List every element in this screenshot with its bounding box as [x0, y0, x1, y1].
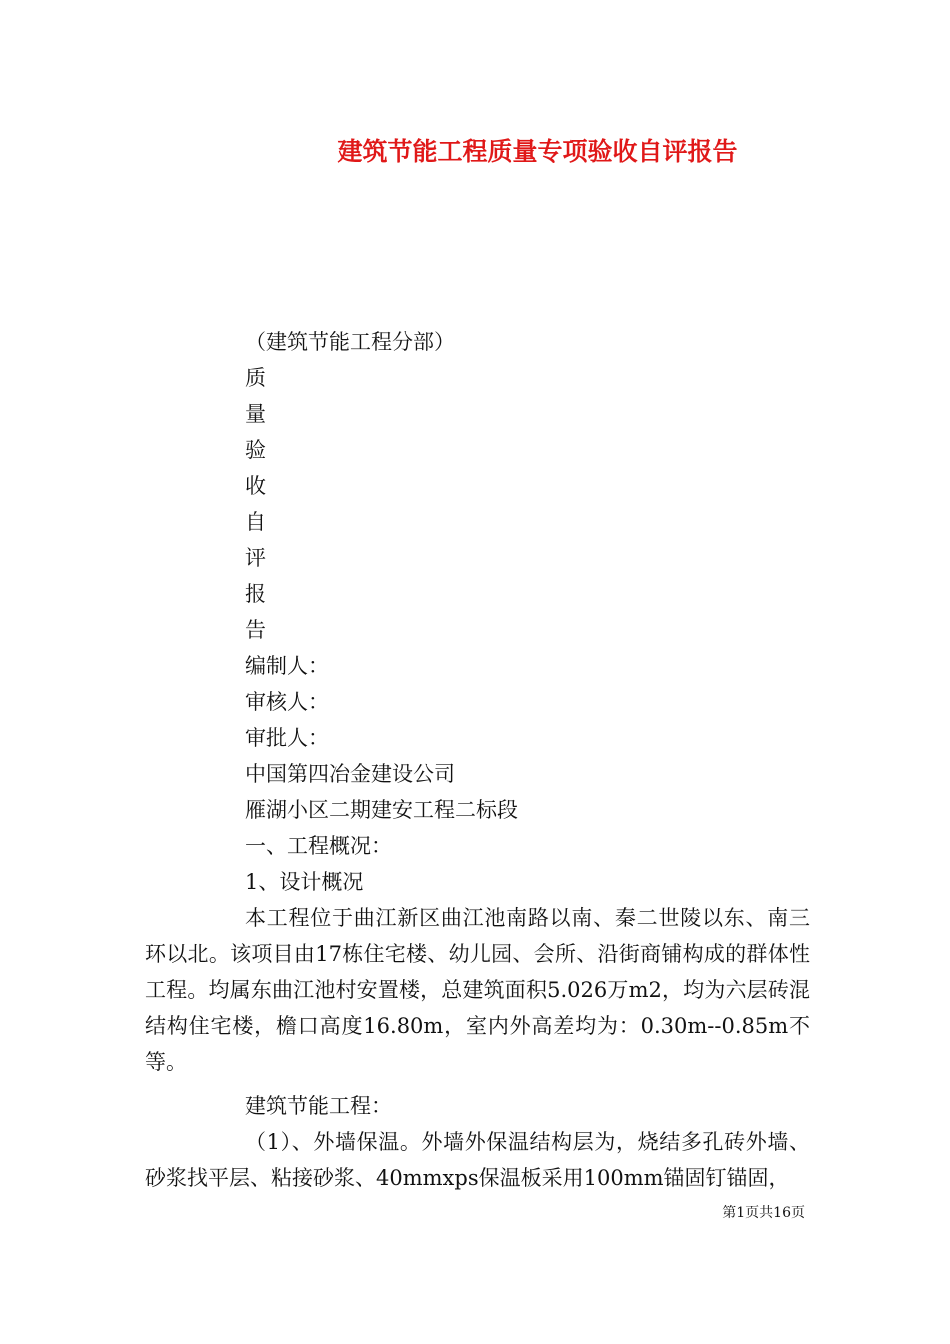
project-section: 雁湖小区二期建安工程二标段 [245, 798, 518, 822]
energy-saving-heading: 建筑节能工程： [245, 1094, 392, 1118]
cover-line: 收 [245, 474, 266, 498]
company-name: 中国第四冶金建设公司 [245, 762, 455, 786]
approver-label: 审批人： [245, 726, 329, 750]
cover-line: 告 [245, 618, 266, 642]
cover-line: 量 [245, 402, 266, 426]
wall-insulation-paragraph: （1）、外墙保温。外墙外保温结构层为，烧结多孔砖外墙、砂浆找平层、粘接砂浆、40mmxps保温板采用100mm锚固钉锚固， [145, 1130, 810, 1190]
subsection-heading: 1、设计概况 [245, 870, 364, 894]
cover-line: （建筑节能工程分部） [245, 330, 455, 354]
project-description-paragraph: 本工程位于曲江新区曲江池南路以南、秦二世陵以东、南三环以北。该项目由17栋住宅楼、幼儿园、会所、沿街商铺构成的群体性工程。均属东曲江池村安置楼，总建筑面积5.026万m2，均为六层砖混结构住宅楼，檐口高度16.80m，室内外高差均为：0.30m--0.85m不等。 [145, 906, 810, 1074]
page-number-footer: 第1页共16页 [722, 1205, 805, 1221]
compiler-label: 编制人： [245, 654, 329, 678]
cover-line: 验 [245, 438, 266, 462]
cover-line: 质 [245, 366, 266, 390]
cover-lines [245, 324, 518, 900]
cover-line: 评 [245, 546, 266, 570]
section-heading: 一、工程概况： [245, 834, 392, 858]
cover-line: 报 [245, 582, 266, 606]
document-title: 建筑节能工程质量专项验收自评报告 [337, 137, 738, 166]
cover-line: 自 [245, 510, 266, 534]
reviewer-label: 审核人： [245, 690, 329, 714]
